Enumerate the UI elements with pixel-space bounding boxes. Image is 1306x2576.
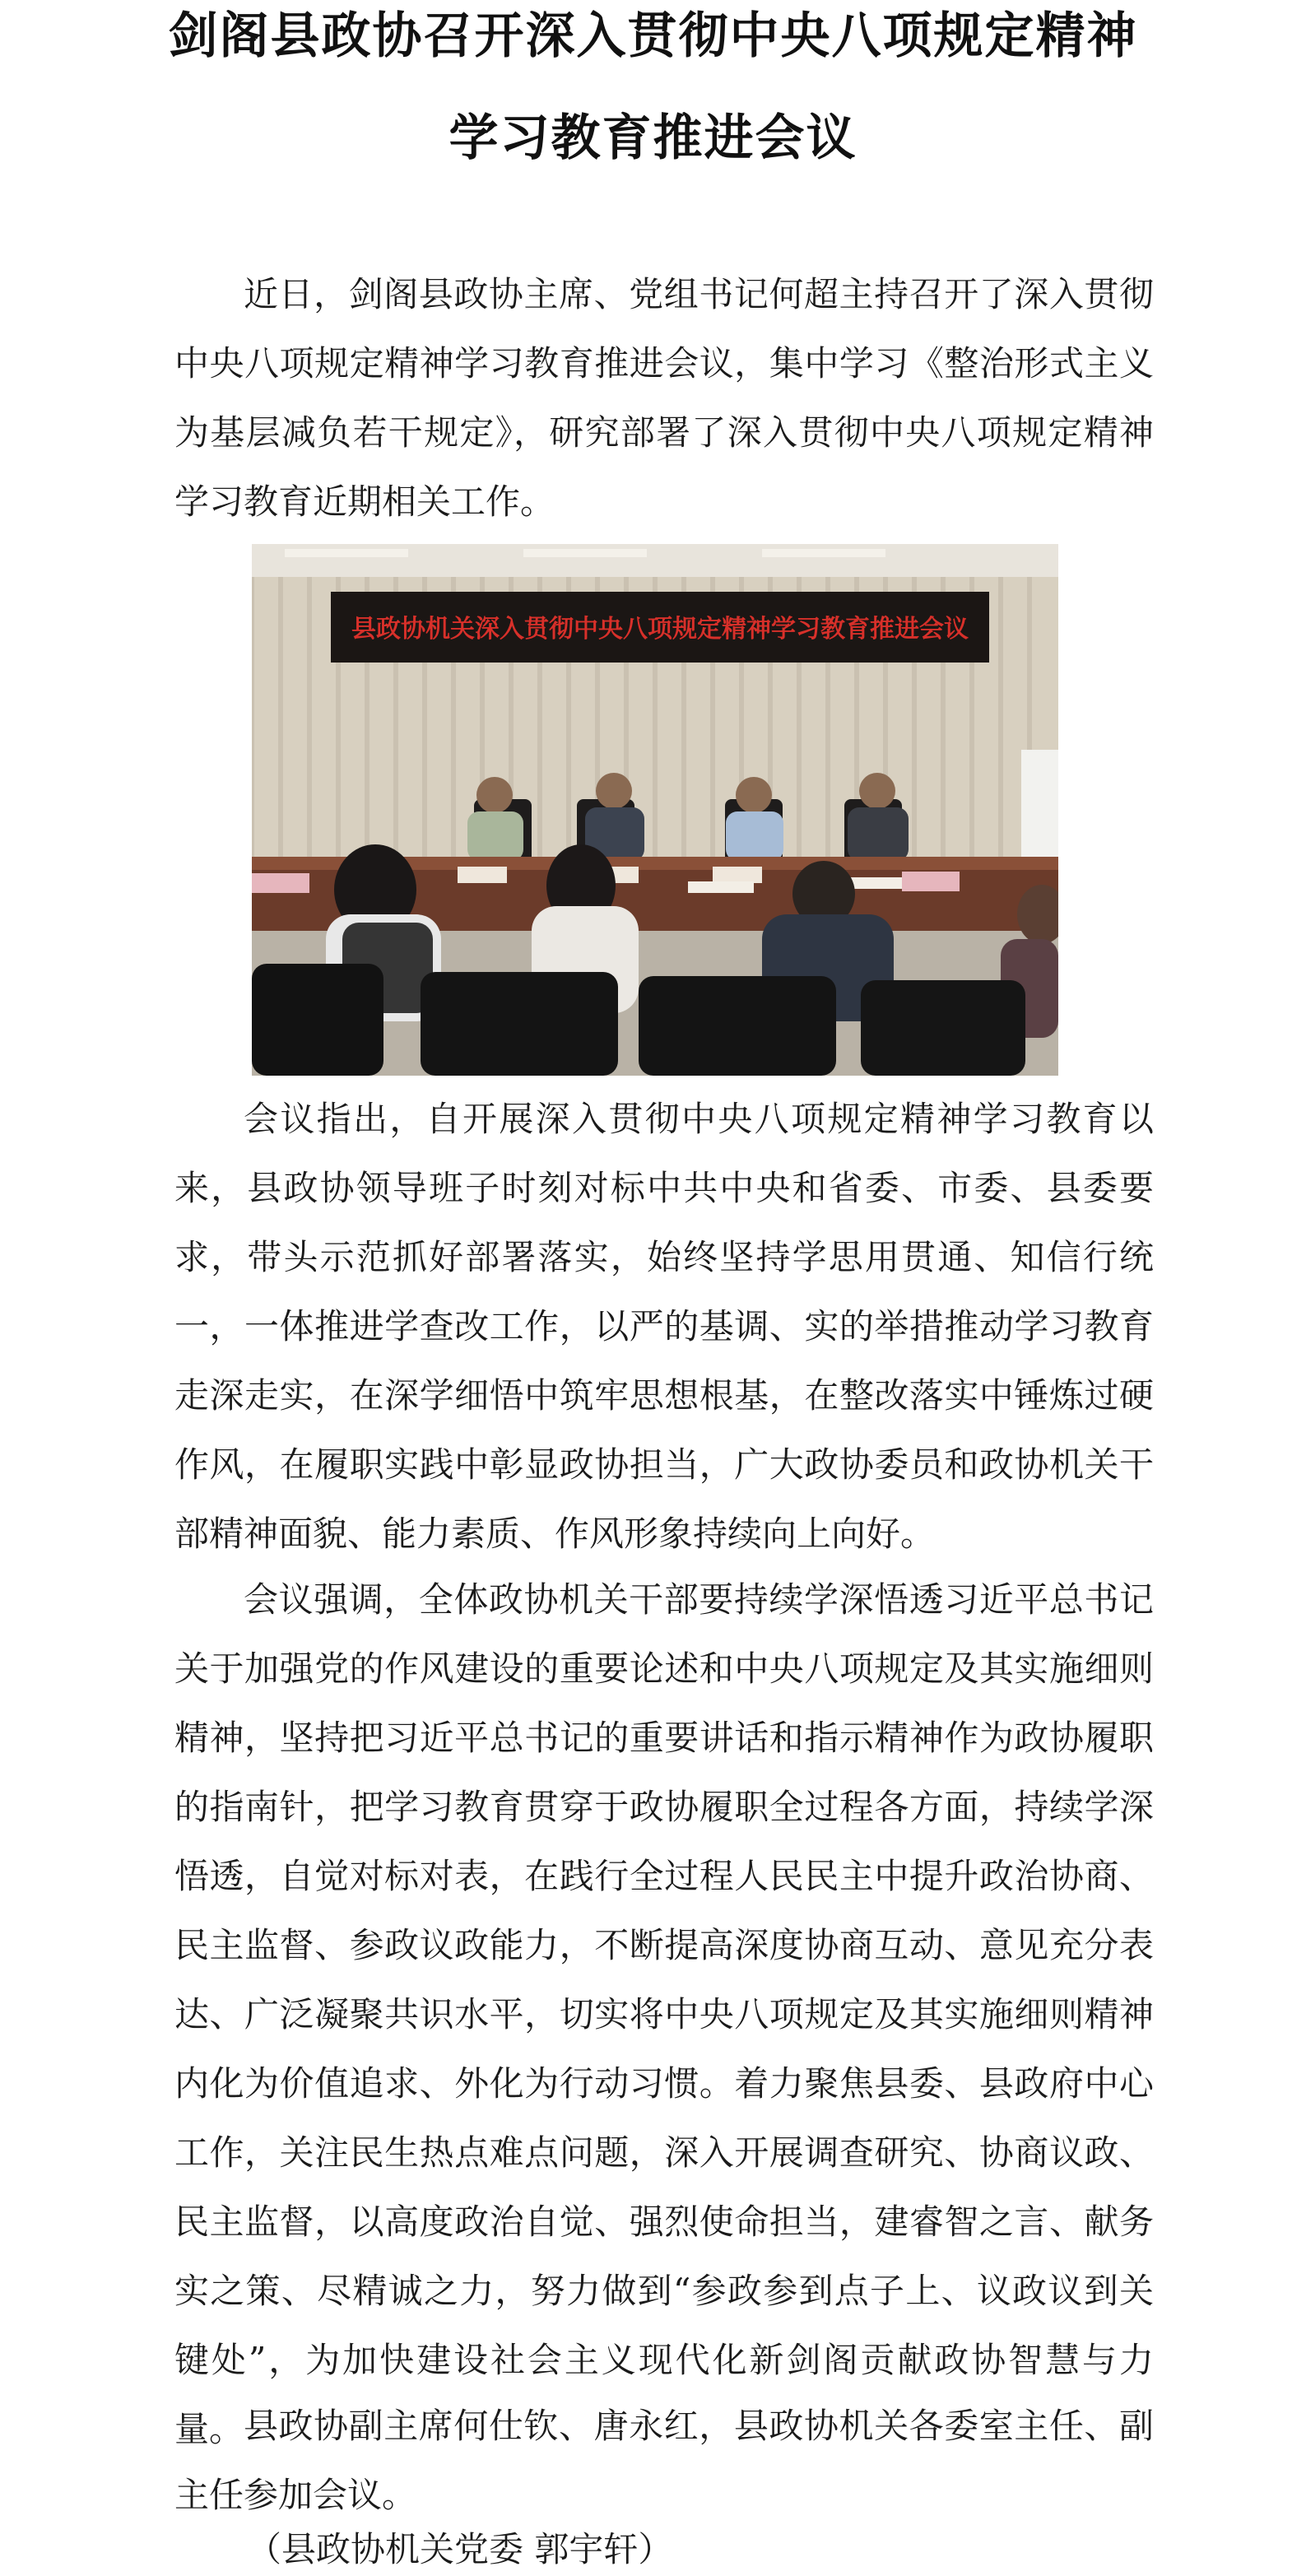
article-title-line-2: 学习教育推进会议 (449, 109, 857, 167)
paragraph-attendees: 县政协副主席何仕钦、唐永红，县政协机关各委室主任、副主任参加会议。 (174, 2406, 1154, 2515)
paragraph-meeting-points: 会议指出，自开展深入贯彻中央八项规定精神学习教育以来，县政协领导班子时刻对标中共中央和省委、市委、县委要求，带头示范抓好部署落实，始终坚持学思用贯通、知信行统一，一体推进学查改工作，以严的基调、实的举措推动学习教育走深走实，在深学细悟中筑牢思想根基，在整改落实中锤炼过硬作风，在履职实践中彰显政协担当，广大政协委员和政协机关干部精神面貌、能力素质、作风形象持续向上向好。 (174, 1099, 1154, 1554)
paragraph-intro: 近日，剑阁县政协主席、党组书记何超主持召开了深入贯彻中央八项规定精神学习教育推进会议，集中学习《整治形式主义为基层减负若干规定》，研究部署了深入贯彻中央八项规定精神学习教育近期相关工作。 (174, 274, 1154, 522)
article-signature: （县政协机关党委 郭宇轩） (247, 2529, 673, 2569)
meeting-photo (252, 544, 1058, 1076)
led-banner-text: 县政协机关深入贯彻中央八项规定精神学习教育推进会议 (351, 615, 969, 644)
article-title-line-1: 剑阁县政协召开深入贯彻中央八项规定精神 (168, 7, 1138, 65)
ceiling-lights (285, 549, 885, 557)
meeting-photo-illustration (252, 544, 1058, 1076)
paragraph-meeting-emphasis: 会议强调，全体政协机关干部要持续学深悟透习近平总书记关于加强党的作风建设的重要论述和中央八项规定及其实施细则精神，坚持把习近平总书记的重要讲话和指示精神作为政协履职的指南针，把学习教育贯穿于政协履职全过程各方面，持续学深悟透，自觉对标对表，在践行全过程人民民主中提升政治协商、民主监督、参政议政能力，不断提高深度协商互动、意见充分表达、广泛凝聚共识水平，切实将中央八项规定及其实施细则精神内化为价值追求、外化为行动习惯。着力聚焦县委、县政府中心工作，关注民生热点难点问题，深入开展调查研究、协商议政、民主监督，以高度政治自觉、强烈使命担当，建睿智之言、献务实之策、尽精诚之力，努力做到“参政参到点子上、议政议到关键处”，为加快建设社会主义现代化新剑阁贡献政协智慧与力量。 (174, 1579, 1154, 2449)
